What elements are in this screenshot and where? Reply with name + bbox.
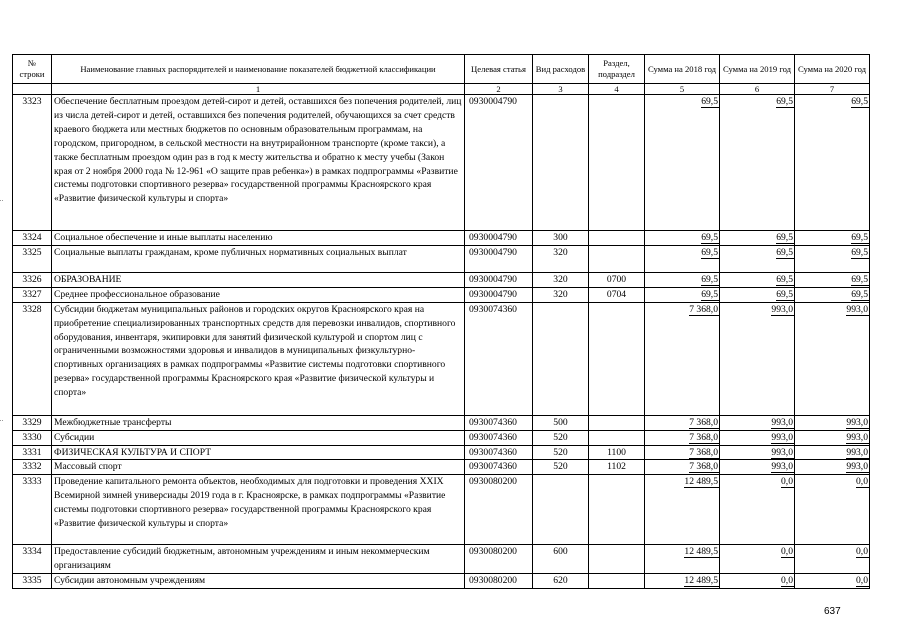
row-sum-2019: 0,0 [720,545,795,574]
row-sum-2018: 12 489,5 [645,545,720,574]
table-row [13,445,870,460]
row-sum-2019: 69,5 [720,287,795,302]
row-name: Субсидии бюджетам муниципальных районов и городских округов Красноярского края на приобретение специализированных транспортных средств для перевозки инвалидов, спортивного оборудования, инвентаря, экипировки для занятий физической культурой и спортом лиц с ограниченными возможностями здоровья и инвалидов в муниципальных физкультурно-спортивных организациях в рамках подпрограммы «Развитие системы подготовки спортивного резерва» государственной программы Красноярского края «Развитие физической культуры и спорта» [52,302,465,415]
table-row [13,287,870,302]
row-sum-2020: 0,0 [795,574,870,589]
row-sum-2018: 69,5 [645,231,720,246]
row-section [589,245,645,272]
row-expense-type [533,475,589,545]
row-name: ФИЗИЧЕСКАЯ КУЛЬТУРА И СПОРТ [52,445,465,460]
row-number: 3329 [13,415,52,430]
table-row [13,545,870,574]
row-number: 3325 [13,245,52,272]
row-number: 3334 [13,545,52,574]
row-number: 3332 [13,460,52,475]
row-number: 3335 [13,574,52,589]
row-section [589,574,645,589]
row-sum-2019: 993,0 [720,430,795,445]
table-row [13,302,870,415]
row-section [589,95,645,231]
row-expense-type: 520 [533,460,589,475]
column-number: 7 [795,84,870,95]
row-target: 0930004790 [465,287,533,302]
row-sum-2018: 7 368,0 [645,445,720,460]
column-number: 4 [589,84,645,95]
row-number: 3333 [13,475,52,545]
row-target: 0930074360 [465,430,533,445]
row-number: 3331 [13,445,52,460]
row-sum-2018: 69,5 [645,272,720,287]
table-header-row [13,55,870,84]
row-sum-2019: 993,0 [720,302,795,415]
table-row [13,272,870,287]
table-row [13,415,870,430]
row-name: Проведение капитального ремонта объектов, необходимых для подготовки и проведения XXIX Всемирной зимней универсиады 2019 года в г. Красноярске, в рамках подпрограммы «Развитие системы подготовки спортивного резерва» государственной программы Красноярского края «Развитие физической культуры и спорта» [52,475,465,545]
row-section: 0704 [589,287,645,302]
row-expense-type [533,95,589,231]
row-number: 3327 [13,287,52,302]
row-target: 0930080200 [465,475,533,545]
table-row [13,231,870,246]
row-sum-2018: 7 368,0 [645,302,720,415]
header-target: Целевая статья [465,55,533,84]
row-target: 0930004790 [465,95,533,231]
table-row [13,245,870,272]
row-section [589,475,645,545]
row-expense-type: 620 [533,574,589,589]
row-sum-2018: 69,5 [645,287,720,302]
row-expense-type: 300 [533,231,589,246]
row-sum-2018: 12 489,5 [645,574,720,589]
row-sum-2020: 993,0 [795,430,870,445]
row-sum-2019: 69,5 [720,272,795,287]
row-target: 0930074360 [465,302,533,415]
table-row [13,460,870,475]
row-number: 3324 [13,231,52,246]
row-name: Среднее профессиональное образование [52,287,465,302]
row-section [589,545,645,574]
row-number: 3323 [13,95,52,231]
row-expense-type: 320 [533,245,589,272]
row-name: Обеспечение бесплатным проездом детей-сирот и детей, оставшихся без попечения родителей, лиц из числа детей-сирот и детей, оставшихся без попечения родителей, обучающихся за счет средств краевого бюджета или местных бюджетов по основным образовательным программам, на городском, пригородном, в сельской местности на внутрирайонном транспорте (кроме такси), а также бесплатным проездом один раз в год к месту жительства и обратно к месту учебы (Закон края от 2 ноября 2000 года № 12-961 «О защите прав ребенка») в рамках подпрограммы «Развитие системы подготовки спортивного резерва» государственной программы Красноярского края «Развитие физической культуры и спорта» [52,95,465,231]
column-number: 5 [645,84,720,95]
row-sum-2020: 0,0 [795,545,870,574]
row-sum-2020: 69,5 [795,287,870,302]
row-sum-2018: 12 489,5 [645,475,720,545]
table-row [13,95,870,231]
row-section: 1102 [589,460,645,475]
table-row [13,475,870,545]
header-name: Наименование главных распорядителей и наименование показателей бюджетной классификации [52,55,465,84]
column-number: 6 [720,84,795,95]
row-section [589,231,645,246]
row-target: 0930074360 [465,445,533,460]
row-sum-2020: 993,0 [795,415,870,430]
table-row [13,430,870,445]
row-expense-type: 520 [533,445,589,460]
row-expense-type: 600 [533,545,589,574]
row-sum-2020: 993,0 [795,445,870,460]
row-section: 0700 [589,272,645,287]
row-sum-2019: 993,0 [720,415,795,430]
row-expense-type: 520 [533,430,589,445]
row-target: 0930004790 [465,231,533,246]
row-sum-2019: 0,0 [720,475,795,545]
row-sum-2020: 993,0 [795,460,870,475]
header-row-num: № строки [13,55,52,84]
column-number: 2 [465,84,533,95]
row-target: 0930004790 [465,245,533,272]
row-name: Социальные выплаты гражданам, кроме публичных нормативных социальных выплат [52,245,465,272]
header-sum-2020: Сумма на 2020 год [795,55,870,84]
row-name: Субсидии [52,430,465,445]
row-name: Межбюджетные трансферты [52,415,465,430]
header-section: Раздел, подраздел [589,55,645,84]
row-expense-type [533,302,589,415]
row-target: 0930080200 [465,574,533,589]
budget-table [12,54,870,589]
row-sum-2020: 69,5 [795,231,870,246]
header-sum-2018: Сумма на 2018 год [645,55,720,84]
row-section [589,415,645,430]
row-name: Массовый спорт [52,460,465,475]
row-name: ОБРАЗОВАНИЕ [52,272,465,287]
row-section [589,302,645,415]
row-sum-2018: 69,5 [645,245,720,272]
row-sum-2019: 0,0 [720,574,795,589]
row-sum-2019: 69,5 [720,245,795,272]
row-target: 0930080200 [465,545,533,574]
row-name: Субсидии автономным учреждениям [52,574,465,589]
row-expense-type: 500 [533,415,589,430]
row-target: 0930004790 [465,272,533,287]
row-sum-2020: 993,0 [795,302,870,415]
row-sum-2018: 7 368,0 [645,415,720,430]
row-sum-2018: 69,5 [645,95,720,231]
row-sum-2018: 7 368,0 [645,430,720,445]
row-sum-2018: 7 368,0 [645,460,720,475]
row-sum-2020: 0,0 [795,475,870,545]
row-section: 1100 [589,445,645,460]
header-sum-2019: Сумма на 2019 год [720,55,795,84]
column-number: 3 [533,84,589,95]
row-sum-2020: 69,5 [795,95,870,231]
row-sum-2019: 69,5 [720,95,795,231]
row-expense-type: 320 [533,287,589,302]
column-number-row [13,84,870,95]
row-sum-2019: 993,0 [720,445,795,460]
row-number: 3330 [13,430,52,445]
row-target: 0930074360 [465,415,533,430]
row-expense-type: 320 [533,272,589,287]
row-section [589,430,645,445]
table-row [13,574,870,589]
column-number: 1 [52,84,465,95]
row-sum-2020: 69,5 [795,245,870,272]
row-target: 0930074360 [465,460,533,475]
column-number [13,84,52,95]
header-expense-type: Вид расходов [533,55,589,84]
row-name: Предоставление субсидий бюджетным, автономным учреждениям и иным некоммерческим организациям [52,545,465,574]
row-number: 3328 [13,302,52,415]
page-number: 637 [824,606,841,617]
row-sum-2019: 69,5 [720,231,795,246]
scan-edge-mark [0,420,3,421]
row-sum-2020: 69,5 [795,272,870,287]
scan-edge-mark [0,200,3,201]
row-sum-2019: 993,0 [720,460,795,475]
row-name: Социальное обеспечение и иные выплаты населению [52,231,465,246]
row-number: 3326 [13,272,52,287]
